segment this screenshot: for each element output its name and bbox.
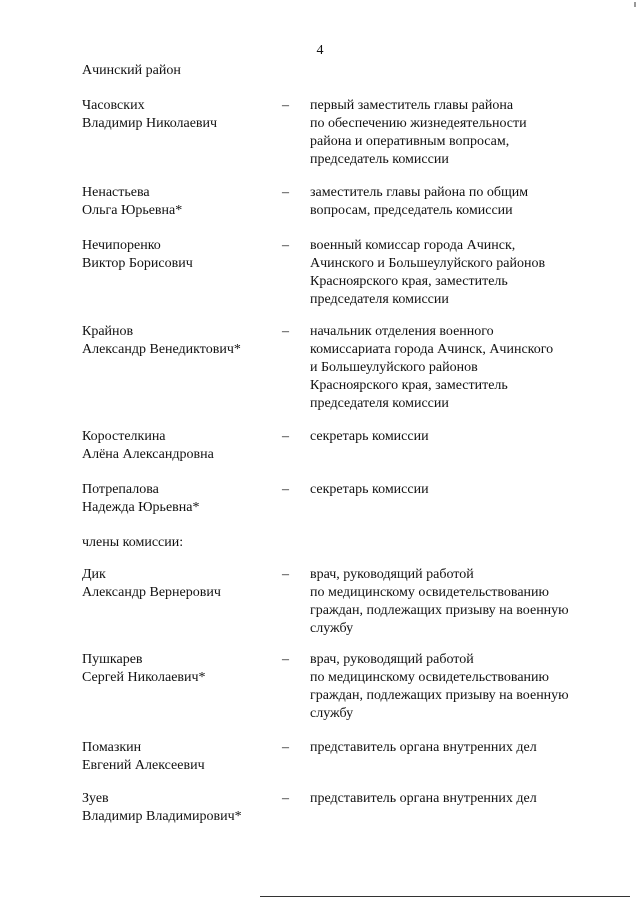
person-name bbox=[82, 651, 282, 687]
person-role bbox=[310, 481, 590, 499]
role-line: Красноярского края, заместитель bbox=[310, 378, 508, 393]
dash-separator: – bbox=[282, 238, 289, 253]
scan-corner-mark bbox=[634, 2, 636, 7]
person-role bbox=[310, 323, 590, 413]
district-heading: Ачинский район bbox=[82, 63, 181, 78]
person-role bbox=[310, 237, 590, 309]
role-line: и Большеулуйского районов bbox=[310, 360, 478, 375]
person-role bbox=[310, 651, 590, 723]
role-line: военный комиссар города Ачинск, bbox=[310, 238, 516, 253]
surname: Потрепалова bbox=[82, 482, 159, 497]
person-role bbox=[310, 97, 590, 169]
given-names: Виктор Борисович bbox=[82, 256, 193, 271]
role-line: председателя комиссии bbox=[310, 292, 449, 307]
surname: Пушкарев bbox=[82, 652, 143, 667]
surname: Коростелкина bbox=[82, 429, 166, 444]
person-role bbox=[310, 428, 590, 446]
dash-separator: – bbox=[282, 482, 289, 497]
given-names: Сергей Николаевич* bbox=[82, 670, 206, 685]
surname: Часовских bbox=[82, 98, 145, 113]
surname: Помазкин bbox=[82, 740, 142, 755]
surname: Крайнов bbox=[82, 324, 134, 339]
dash-separator: – bbox=[282, 98, 289, 113]
role-line: по медицинскому освидетельствованию bbox=[310, 585, 550, 600]
surname: Ненастьева bbox=[82, 185, 150, 200]
role-line: представитель органа внутренних дел bbox=[310, 740, 537, 755]
role-line: по обеспечению жизнедеятельности bbox=[310, 116, 527, 131]
given-names: Александр Вернерович bbox=[82, 585, 221, 600]
person-role bbox=[310, 184, 590, 220]
person-name bbox=[82, 566, 282, 602]
role-line: Ачинского и Большеулуйского районов bbox=[310, 256, 546, 271]
scan-edge-line bbox=[260, 896, 630, 897]
members-heading: члены комиссии: bbox=[82, 535, 184, 550]
role-line: комиссариата города Ачинск, Ачинского bbox=[310, 342, 554, 357]
role-line: начальник отделения военного bbox=[310, 324, 494, 339]
person-name bbox=[82, 428, 282, 464]
role-line: врач, руководящий работой bbox=[310, 652, 474, 667]
given-names: Ольга Юрьевна* bbox=[82, 203, 183, 218]
given-names: Владимир Николаевич bbox=[82, 116, 218, 131]
given-names: Александр Венедиктович* bbox=[82, 342, 241, 357]
surname: Дик bbox=[82, 567, 106, 582]
role-line: службу bbox=[310, 706, 354, 721]
role-line: района и оперативным вопросам, bbox=[310, 134, 510, 149]
role-line: представитель органа внутренних дел bbox=[310, 791, 537, 806]
person-name bbox=[82, 323, 282, 359]
person-name bbox=[82, 184, 282, 220]
role-line: секретарь комиссии bbox=[310, 482, 429, 497]
role-line: вопросам, председатель комиссии bbox=[310, 203, 513, 218]
role-line: первый заместитель главы района bbox=[310, 98, 514, 113]
person-role bbox=[310, 790, 590, 808]
surname: Нечипоренко bbox=[82, 238, 161, 253]
role-line: службу bbox=[310, 621, 354, 636]
dash-separator: – bbox=[282, 185, 289, 200]
dash-separator: – bbox=[282, 567, 289, 582]
person-name bbox=[82, 237, 282, 273]
person-name bbox=[82, 481, 282, 517]
person-name bbox=[82, 790, 282, 826]
dash-separator: – bbox=[282, 652, 289, 667]
role-line: председатель комиссии bbox=[310, 152, 449, 167]
role-line: врач, руководящий работой bbox=[310, 567, 474, 582]
dash-separator: – bbox=[282, 791, 289, 806]
given-names: Владимир Владимирович* bbox=[82, 809, 242, 824]
person-role bbox=[310, 739, 590, 757]
role-line: Красноярского края, заместитель bbox=[310, 274, 508, 289]
person-name bbox=[82, 739, 282, 775]
person-name bbox=[82, 97, 282, 133]
role-line: председателя комиссии bbox=[310, 396, 449, 411]
given-names: Евгений Алексеевич bbox=[82, 758, 205, 773]
role-line: заместитель главы района по общим bbox=[310, 185, 529, 200]
surname: Зуев bbox=[82, 791, 109, 806]
person-role bbox=[310, 566, 590, 638]
dash-separator: – bbox=[282, 740, 289, 755]
role-line: граждан, подлежащих призыву на военную bbox=[310, 688, 569, 703]
given-names: Алёна Александровна bbox=[82, 447, 214, 462]
dash-separator: – bbox=[282, 324, 289, 339]
dash-separator: – bbox=[282, 429, 289, 444]
role-line: по медицинскому освидетельствованию bbox=[310, 670, 550, 685]
role-line: граждан, подлежащих призыву на военную bbox=[310, 603, 569, 618]
page-number: 4 bbox=[316, 43, 324, 58]
given-names: Надежда Юрьевна* bbox=[82, 500, 200, 515]
role-line: секретарь комиссии bbox=[310, 429, 429, 444]
